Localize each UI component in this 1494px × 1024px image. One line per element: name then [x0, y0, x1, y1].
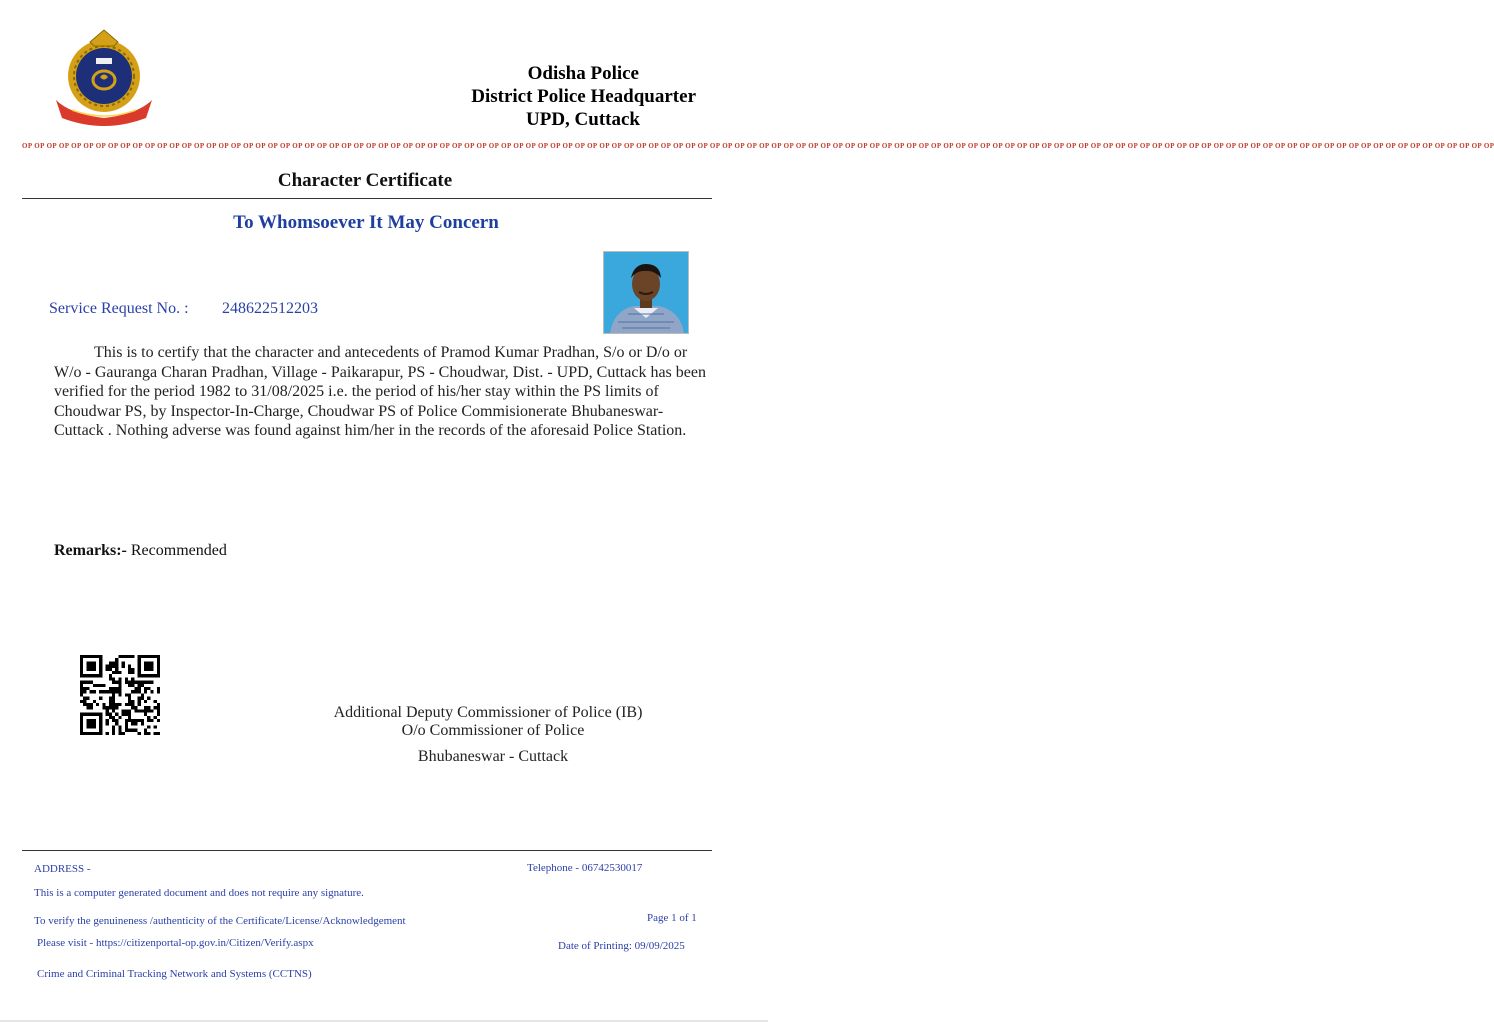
op-border-pattern: OP OP OP OP OP OP OP OP OP OP OP OP OP OP OP OP OP OP OP OP OP OP OP OP OP OP OP OP OP OP OP OP OP OP OP OP OP OP OP OP OP OP OP OP OP OP OP OP OP OP OP OP OP OP OP OP OP OP OP OP OP OP OP OP OP OP OP OP OP OP OP OP OP OP OP OP OP OP OP OP OP OP OP OP OP OP OP OP OP OP OP OP OP OP OP OP OP OP OP OP OP OP OP OP OP OP OP OP OP OP OP OP OP OP OP OP OP OP OP OP: [22, 142, 1494, 150]
page-number: Page 1 of 1: [647, 912, 697, 924]
signatory-location: Bhubaneswar - Cuttack: [417, 748, 569, 765]
signatory-office: O/o Commissioner of Police: [401, 722, 585, 739]
signatory-designation: Additional Deputy Commissioner of Police (IB): [333, 704, 643, 721]
certificate-title: Character Certificate: [277, 170, 453, 191]
footer-cctns: Crime and Criminal Tracking Network and Systems (CCTNS): [37, 968, 312, 980]
footer-verify-note: To verify the genuineness /authenticity of the Certificate/License/Acknowledgement: [34, 915, 406, 927]
print-date: Date of Printing: 09/09/2025: [558, 940, 685, 952]
org-name: Odisha Police: [527, 63, 639, 84]
service-request-number: 248622512203: [222, 300, 318, 317]
org-place: UPD, Cuttack: [526, 109, 640, 130]
applicant-photo: [603, 251, 689, 334]
org-subtitle: District Police Headquarter: [471, 86, 696, 107]
footer-computer-generated-note: This is a computer generated document and does not require any signature.: [34, 887, 364, 899]
qr-code[interactable]: [80, 655, 160, 735]
remarks-label: Remarks:-: [54, 542, 127, 559]
concern-heading: To Whomsoever It May Concern: [233, 212, 499, 233]
remarks-value: Recommended: [126, 542, 227, 559]
footer-address: ADDRESS -: [34, 863, 91, 875]
certificate-body: This is to certify that the character and antecedents of Pramod Kumar Pradhan, S/o or D/o or W/o - Gauranga Charan Pradhan, Village - Paikarapur, PS - Choudwar, Dist. - UPD, Cuttack has been verified for the period 1982 to 31/08/2025 i.e. the period of his/her stay within the PS limits of Choudwar PS, by Inspector-In-Charge, Choudwar PS of Police Commisionerate Bhubaneswar-Cuttack . Nothing adverse was found against him/her in the records of the aforesaid Police Station.: [54, 344, 706, 439]
verify-link[interactable]: Please visit - https://citizenportal-op.gov.in/Citizen/Verify.aspx: [37, 937, 314, 949]
service-request-label: Service Request No. :: [49, 300, 189, 317]
footer-telephone: Telephone - 06742530017: [527, 862, 643, 874]
odisha-police-emblem-icon: [50, 22, 158, 130]
title-divider: [22, 198, 712, 199]
footer-divider: [22, 850, 712, 851]
page-edge: [0, 1020, 768, 1022]
remarks: [54, 542, 227, 560]
